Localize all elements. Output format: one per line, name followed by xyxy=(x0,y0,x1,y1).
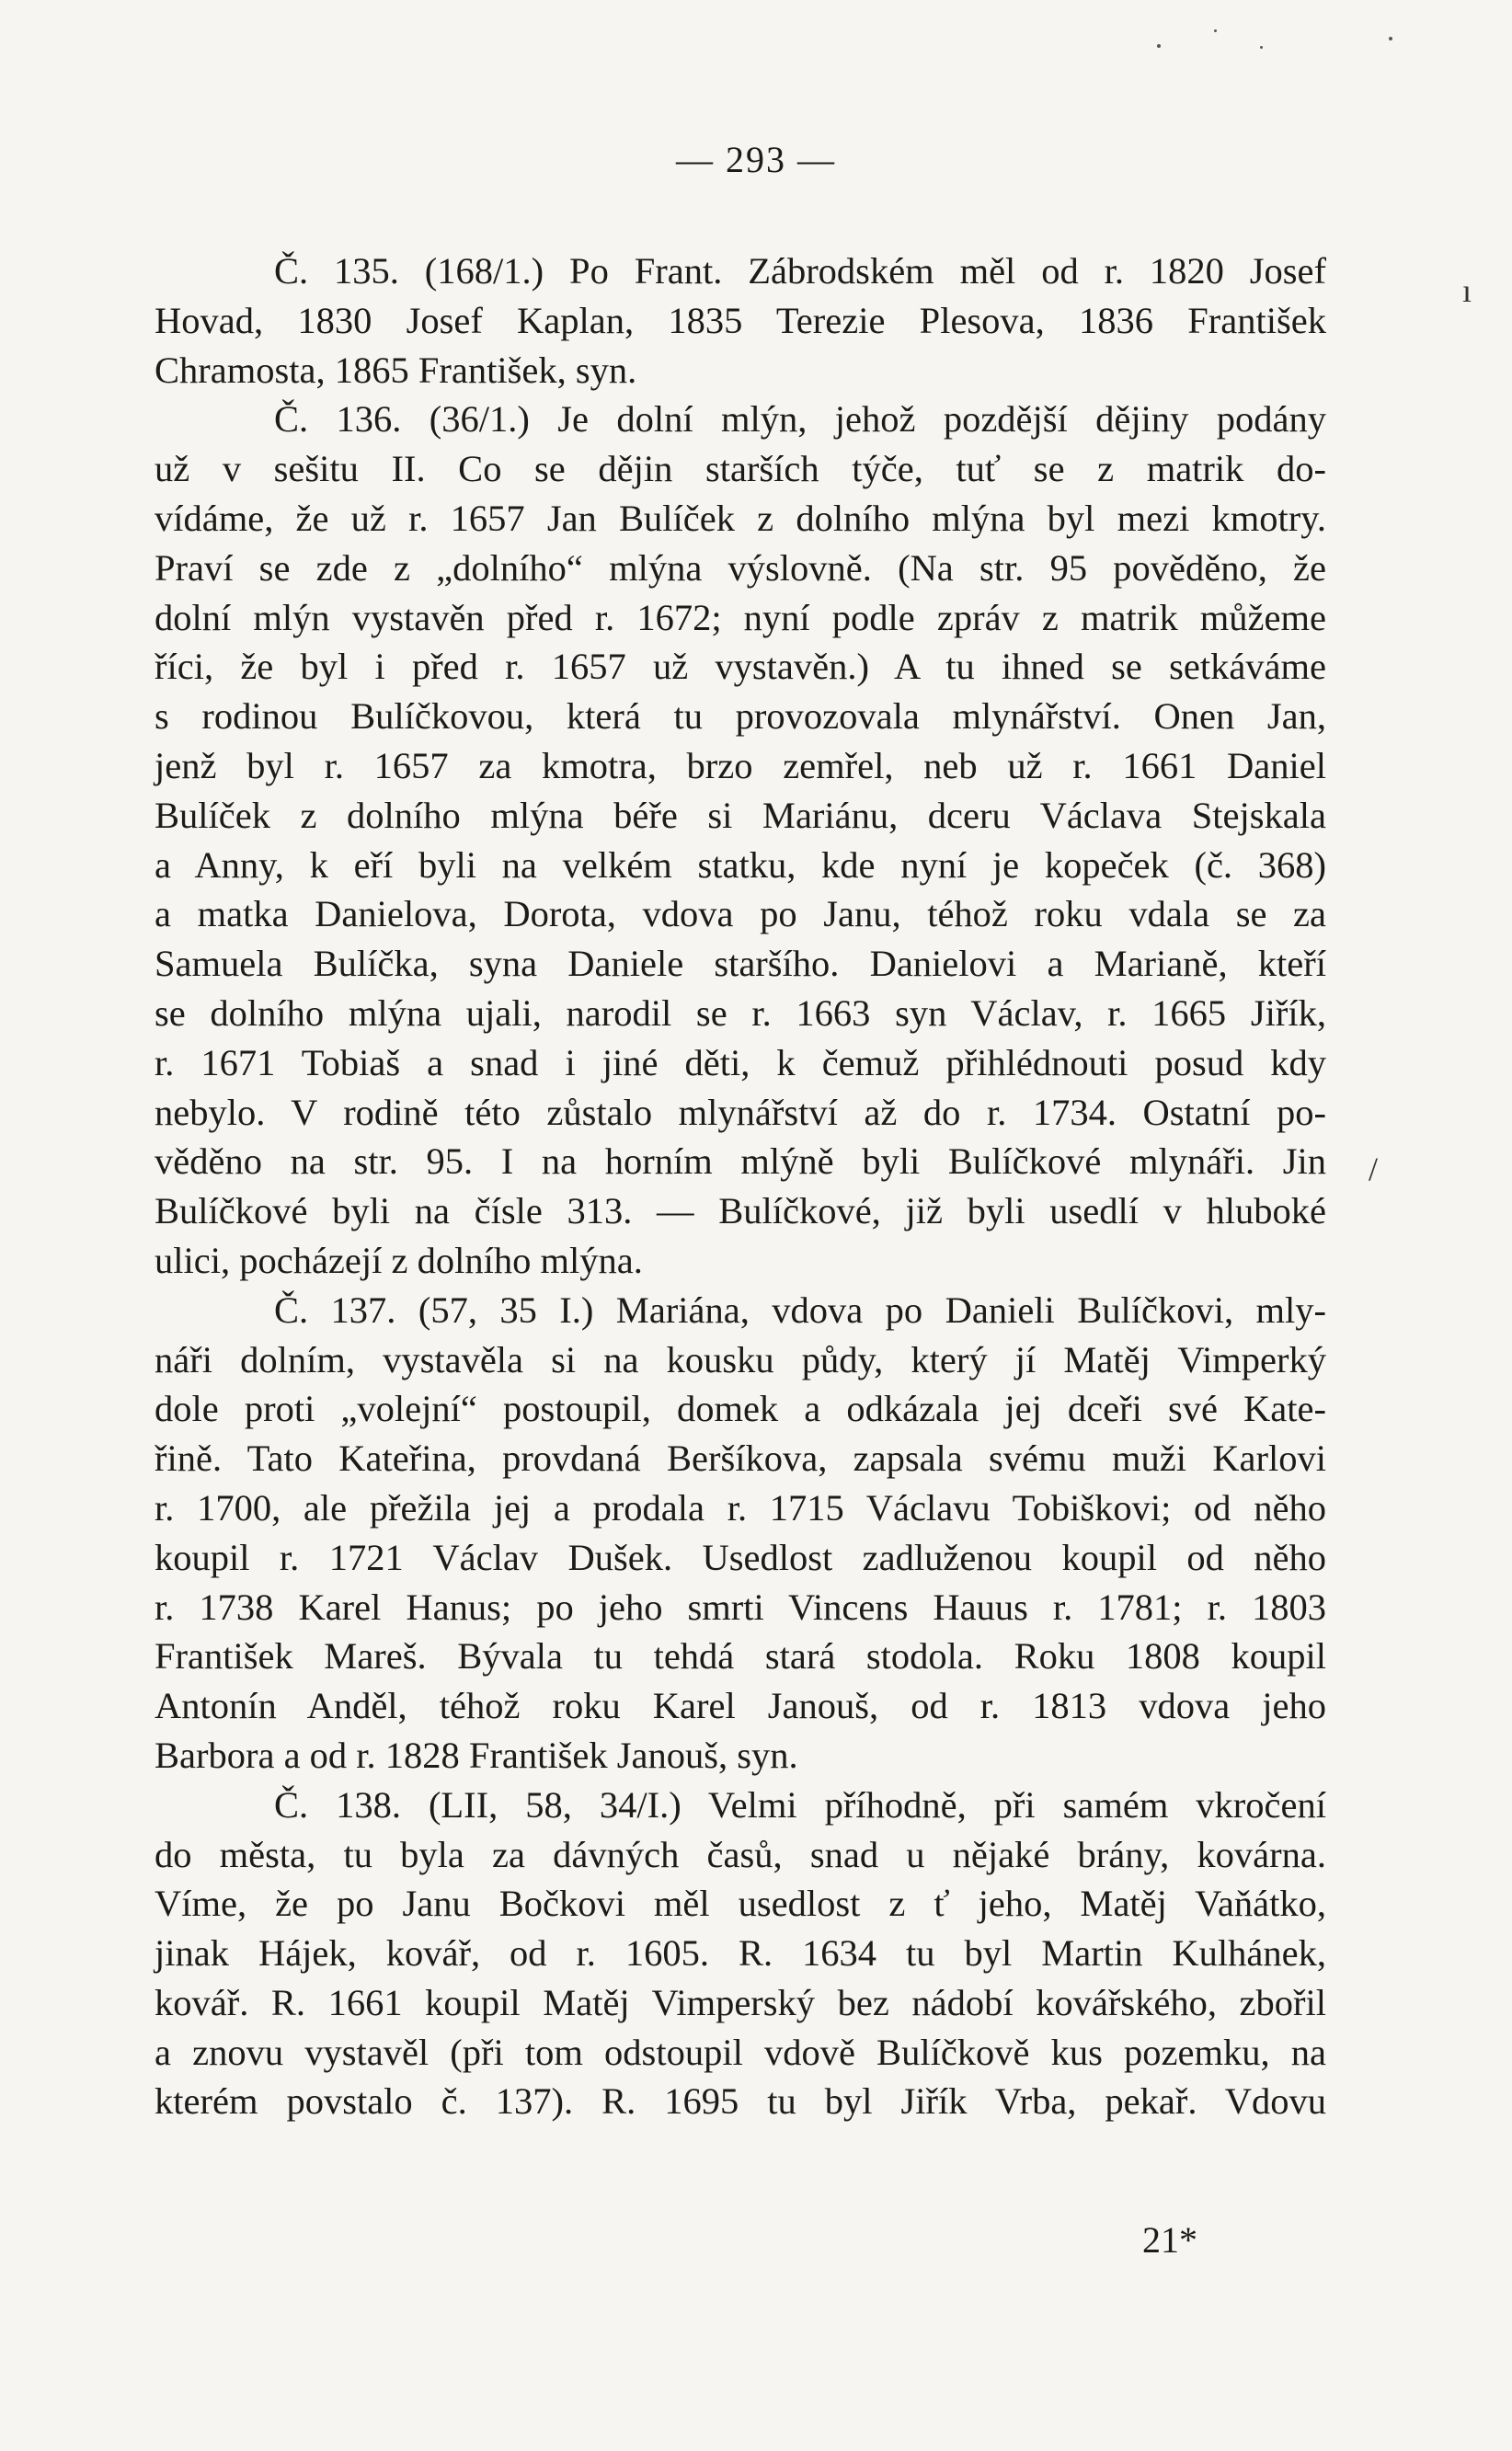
text-line: František Mareš. Bývala tu tehdá stará stodola. Roku 1808 koupil xyxy=(155,1635,1326,1678)
text-line: náři dolním, vystavěla si na kousku půdy, který jí Matěj Vimperký xyxy=(155,1338,1326,1380)
text-line: věděno na str. 95. I na horním mlýně byli Bulíčkové mlynáři. Jin xyxy=(155,1140,1326,1183)
text-line: r. 1738 Karel Hanus; po jeho smrti Vincens Hauus r. 1781; r. 1803 xyxy=(155,1586,1326,1628)
text-line: kterém povstalo č. 137). R. 1695 tu byl Jiřík Vrba, pekař. Vdovu xyxy=(155,2080,1326,2123)
text-line: Hovad, 1830 Josef Kaplan, 1835 Terezie Plesova, 1836 František xyxy=(155,299,1326,341)
margin-mark-middle: / xyxy=(1369,1151,1379,1187)
text-line: Víme, že po Janu Bočkovi měl usedlost z ť jeho, Matěj Vaňátko, xyxy=(155,1883,1326,1925)
text-line: říci, že byl i před r. 1657 už vystavěn.) A tu ihned se setkáváme xyxy=(155,646,1326,688)
body-text xyxy=(155,246,1326,2126)
text-line: r. 1700, ale přežila jej a prodala r. 1715 Václavu Tobiškovi; od něho xyxy=(155,1486,1326,1529)
text-line: řině. Tato Kateřina, provdaná Beršíkova, zapsala svému muži Karlovi xyxy=(155,1437,1326,1480)
scan-speck xyxy=(1389,37,1392,40)
text-line: Antonín Anděl, téhož roku Karel Janouš, od r. 1813 vdova jeho xyxy=(155,1685,1326,1727)
text-line: vídáme, že už r. 1657 Jan Bulíček z dolního mlýna byl mezi kmotry. xyxy=(155,497,1326,539)
text-line: se dolního mlýna ujali, narodil se r. 1663 syn Václav, r. 1665 Jiřík, xyxy=(155,991,1326,1034)
text-line: a znovu vystavěl (při tom odstoupil vdově Bulíčkově kus pozemku, na xyxy=(155,2031,1326,2073)
page-number: — 293 — xyxy=(676,139,836,180)
text-line: už v sešitu II. Co se dějin starších týče, tuť se z matrik do- xyxy=(155,448,1326,490)
text-line: Barbora a od r. 1828 František Janouš, syn. xyxy=(155,1734,798,1776)
scan-speck xyxy=(1260,46,1263,49)
text-line: Samuela Bulíčka, syna Daniele staršího. Danielovi a Marianě, kteří xyxy=(155,943,1326,985)
margin-mark-top: ı xyxy=(1462,272,1472,309)
text-line: Č. 136. (36/1.) Je dolní mlýn, jehož pozdější dějiny podány xyxy=(274,398,1326,441)
text-line: s rodinou Bulíčkovou, která tu provozovala mlynářství. Onen Jan, xyxy=(155,695,1326,738)
scan-speck xyxy=(1214,29,1217,32)
text-line: do města, tu byla za dávných časů, snad u nějaké brány, kovárna. xyxy=(155,1833,1326,1875)
text-line: jenž byl r. 1657 za kmotra, brzo zemřel, neb už r. 1661 Daniel xyxy=(155,744,1326,786)
text-line: jinak Hájek, kovář, od r. 1605. R. 1634 tu byl Martin Kulhánek, xyxy=(155,1932,1326,1975)
text-line: Chramosta, 1865 František, syn. xyxy=(155,349,637,391)
text-line: Praví se zde z „dolního“ mlýna výslovně. (Na str. 95 pověděno, že xyxy=(155,546,1326,589)
text-line: kovář. R. 1661 koupil Matěj Vimperský bez nádobí kovářského, zbořil xyxy=(155,1981,1326,2023)
text-line: a Anny, k eří byli na velkém statku, kde nyní je kopeček (č. 368) xyxy=(155,843,1326,886)
text-line: a matka Danielova, Dorota, vdova po Janu, téhož roku vdala se za xyxy=(155,893,1326,935)
scan-speck xyxy=(1157,44,1161,48)
text-line: r. 1671 Tobiaš a snad i jiné děti, k čemuž přihlédnouti posud kdy xyxy=(155,1041,1326,1083)
text-line: dolní mlýn vystavěn před r. 1672; nyní podle zpráv z matrik můžeme xyxy=(155,596,1326,638)
text-line: Bulíček z dolního mlýna béře si Mariánu, dceru Václava Stejskala xyxy=(155,794,1326,836)
signature-mark: 21* xyxy=(1142,2219,1197,2261)
text-line: dole proti „volejní“ postoupil, domek a odkázala jej dceři své Kate- xyxy=(155,1388,1326,1430)
text-line: Č. 135. (168/1.) Po Frant. Zábrodském měl od r. 1820 Josef xyxy=(274,250,1326,292)
text-line: ulici, pocházejí z dolního mlýna. xyxy=(155,1239,643,1281)
text-line: Č. 138. (LII, 58, 34/I.) Velmi příhodně, při samém vkročení xyxy=(274,1783,1326,1826)
text-line: koupil r. 1721 Václav Dušek. Usedlost zadluženou koupil od něho xyxy=(155,1536,1326,1578)
text-line: nebylo. V rodině této zůstalo mlynářství až do r. 1734. Ostatní po- xyxy=(155,1091,1326,1133)
text-line: Bulíčkové byli na čísle 313. — Bulíčkové, již byli usedlí v hluboké xyxy=(155,1190,1326,1232)
text-line: Č. 137. (57, 35 I.) Mariána, vdova po Danieli Bulíčkovi, mly- xyxy=(274,1288,1326,1331)
